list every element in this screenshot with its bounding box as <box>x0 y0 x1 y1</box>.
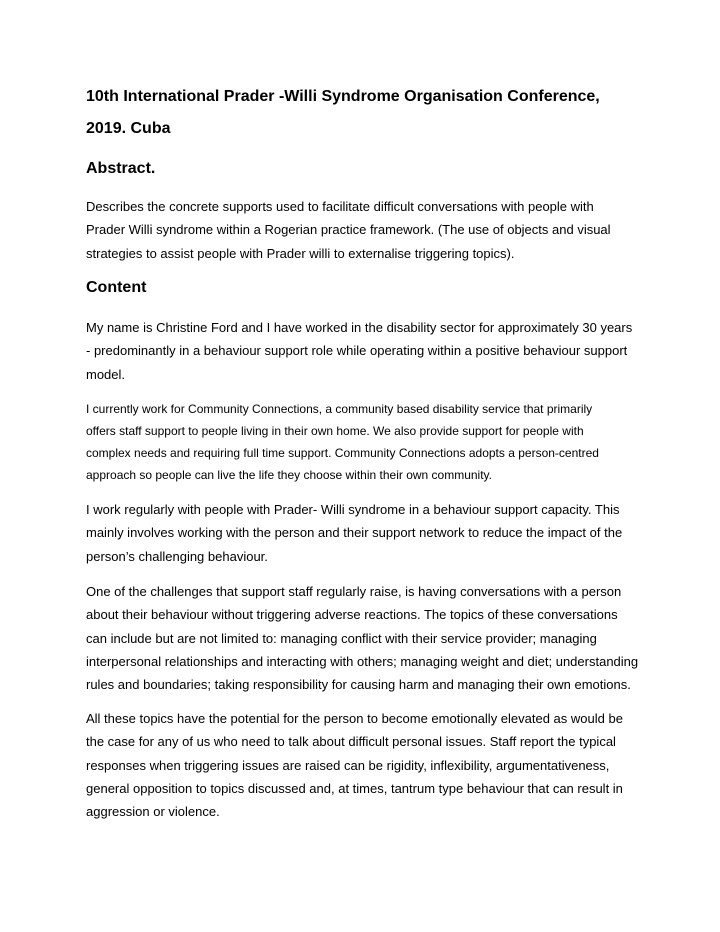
document-title-line-2: 2019. Cuba <box>86 120 171 137</box>
paragraph-line: aggression or violence. <box>86 804 220 820</box>
paragraph-line: approach so people can live the life they choose within their own community. <box>86 468 493 482</box>
paragraph-line: can include but are not limited to: managing conflict with their service provider; managing <box>86 630 597 646</box>
abstract-paragraph <box>86 195 646 265</box>
paragraph-line: model. <box>86 366 126 382</box>
paragraph-line: the case for any of us who need to talk about difficult personal issues. Staff report the typical <box>86 734 616 750</box>
content-heading: Content <box>86 279 147 296</box>
document-title-line-1: 10th International Prader -Willi Syndrome Organisation Conference, <box>86 88 600 105</box>
paragraph-line: One of the challenges that support staff regularly raise, is having conversations with a person <box>86 584 622 599</box>
paragraph-line: mainly involves working with the person and their support network to reduce the impact of the <box>86 525 623 541</box>
abstract-line: Describes the concrete supports used to facilitate difficult conversations with people with <box>86 199 594 214</box>
content-paragraph-4 <box>86 580 646 696</box>
paragraph-line: responses when triggering issues are raised can be rigidity, inflexibility, argumentativeness, <box>86 757 610 773</box>
paragraph-line: about their behaviour without triggering adverse reactions. The topics of these conversations <box>86 607 618 623</box>
content-paragraph-1 <box>86 316 646 386</box>
paragraph-line: rules and boundaries; taking responsibility for causing harm and managing their own emotions. <box>86 677 631 693</box>
paragraph-line: - predominantly in a behaviour support role while operating within a positive behaviour support <box>86 343 628 359</box>
paragraph-line: interpersonal relationships and interacting with others; managing weight and diet; understanding <box>86 653 639 669</box>
abstract-line: Prader Willi syndrome within a Rogerian practice framework. (The use of objects and visual <box>86 222 611 238</box>
paragraph-line: offers staff support to people living in their own home. We also provide support for people with <box>86 424 584 438</box>
abstract-heading: Abstract. <box>86 160 156 177</box>
paragraph-line: I work regularly with people with Prader- Willi syndrome in a behaviour support capacity. This <box>86 502 620 517</box>
paragraph-line: My name is Christine Ford and I have worked in the disability sector for approximately 30 years <box>86 320 633 335</box>
paragraph-line: I currently work for Community Connections, a community based disability service that primarily <box>86 402 593 416</box>
paragraph-line: general opposition to topics discussed and, at times, tantrum type behaviour that can result in <box>86 780 623 796</box>
paragraph-line: All these topics have the potential for the person to become emotionally elevated as would be <box>86 711 623 726</box>
paragraph-line: person’s challenging behaviour. <box>86 548 268 564</box>
content-paragraph-5 <box>86 707 646 823</box>
content-paragraph-2 <box>86 398 646 486</box>
paragraph-line: complex needs and requiring full time support. Community Connections adopts a person-centred <box>86 446 599 460</box>
abstract-line: strategies to assist people with Prader willi to externalise triggering topics). <box>86 245 515 261</box>
content-paragraph-3 <box>86 498 646 568</box>
